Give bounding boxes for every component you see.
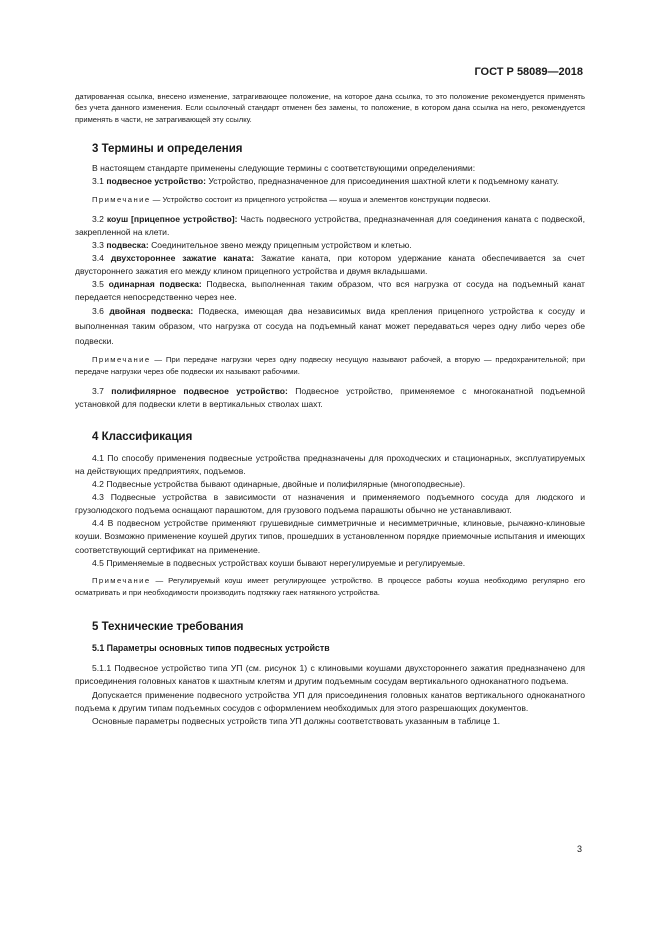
page-number: 3 xyxy=(576,844,582,854)
section-3-intro: В настоящем стандарте применены следующие термины с соответствующими определениями: xyxy=(92,163,476,174)
clause-4-5: 4.5 Применяемые в подвесных устройствах коуши бывают нерегулируемые и регулируемые. xyxy=(92,557,466,568)
term-3-7: 3.7 полифилярное подвесное устройство: Подвесное устройство, применяемое с многоканатной подъемной установкой для подвески клети в вертикальных стволах шахт. xyxy=(75,385,586,409)
note-3-1: Примечание — Устройство состоит из прицепного устройства — коуша и элементов конструкции подвески. xyxy=(92,195,491,205)
section-5-heading: 5 Технические требования xyxy=(92,621,244,634)
clause-5-1-1-para-3: Основные параметры подвесных устройств типа УП должны соответствовать указанным в таблице 1. xyxy=(92,715,501,726)
clause-5-1-1-para-2: Допускается применение подвесного устройства УП для присоединения головных канатов вертикального одноканатного подъема к другим типам подъемных сосудов с оформлением необходимых для этого разрешающих документов. xyxy=(75,689,585,713)
term-3-2: 3.2 коуш [прицепное устройство]: Часть подвесного устройства, предназначенная для соединения каната с подвеской, закрепленной на клети. xyxy=(75,213,585,237)
term-3-3: 3.3 подвеска: Соединительное звено между прицепным устройством и клетью. xyxy=(92,239,412,250)
section-4-heading: 4 Классификация xyxy=(92,430,193,443)
clause-4-2: 4.2 Подвесные устройства бывают одинарные, двойные и полифилярные (многоподвесные). xyxy=(92,479,466,490)
section-3-heading: 3 Термины и определения xyxy=(92,143,243,156)
term-3-1: 3.1 подвесное устройство: Устройство, предназначенное для присоединения шахтной клети к подъемному канату. xyxy=(92,176,559,187)
clause-4-3: 4.3 Подвесные устройства в зависимости от назначения и применяемого подъемного сосуда для людского и грузолюдского подъема оснащают парашютом, для грузового подъема парашюты обычно не устанавливают. xyxy=(75,492,585,516)
term-3-4: 3.4 двухстороннее зажатие каната: Зажатие каната, при котором удержание каната обеспечивается за счет двустороннего зажатия его между клином прицепного устройства и двумя вкладышами. xyxy=(75,252,586,277)
page-content xyxy=(75,91,585,728)
clause-5-1-1: 5.1.1 Подвесное устройство типа УП (см. рисунок 1) с клиновыми коушами двухстороннего зажатия предназначено для присоединения головных канатов к шахтным клетям и другим подъемным сосудам вертикального одноканатного подъема. xyxy=(75,663,585,687)
clause-4-4: 4.4 В подвесном устройстве применяют грушевидные симметричные и несимметричные, клиновые, рычажно-клиновые коуши. Возможно применение коушей других типов, прошедших в установленном порядке приемочные испытания и имеющих соответствующий сертификат на применение. xyxy=(75,518,585,555)
subsection-5-1-heading: 5.1 Параметры основных типов подвесных устройств xyxy=(92,643,330,654)
note-4-5: Примечание — Регулируемый коуш имеет регулирующее устройство. В процессе работы коуша необходимо регулярно его осматривать и при необходимости производить подтяжку гаек натяжного устройства. xyxy=(75,575,585,598)
standard-code: ГОСТ Р 58089—2018 xyxy=(474,66,583,78)
note-3-6: Примечание — При передаче нагрузки через одну подвеску несущую называют рабочей, а вторую — предохранительной; при передаче нагрузки через обе подвески их называют рабочими. xyxy=(75,355,585,377)
intro-paragraph: датированная ссылка, внесено изменение, затрагивающее положение, на которое дана ссылка, то это положение рекомендуется применять без учета данного изменения. Если ссылочный стандарт отменен без замены, то положение, в котором дана ссылка на него, рекомендуется применять в части, не затрагивающей эту ссылку. xyxy=(75,92,585,124)
clause-4-1: 4.1 По способу применения подвесные устройства предназначены для проходческих и стационарных, эксплуатируемых на действующих предприятиях, подъемов. xyxy=(75,452,585,477)
term-3-6: 3.6 двойная подвеска: Подвеска, имеющая два независимых вида крепления прицепного устройства к сосуду и выполненная таким образом, что нагрузка от сосуда на подъемный канат может передаваться через одну либо через обе подвески. xyxy=(75,306,585,346)
term-3-5: 3.5 одинарная подвеска: Подвеска, выполненная таким образом, что вся нагрузка от сосуда на подъемный канат передается непосредственно через нее. xyxy=(75,279,585,303)
